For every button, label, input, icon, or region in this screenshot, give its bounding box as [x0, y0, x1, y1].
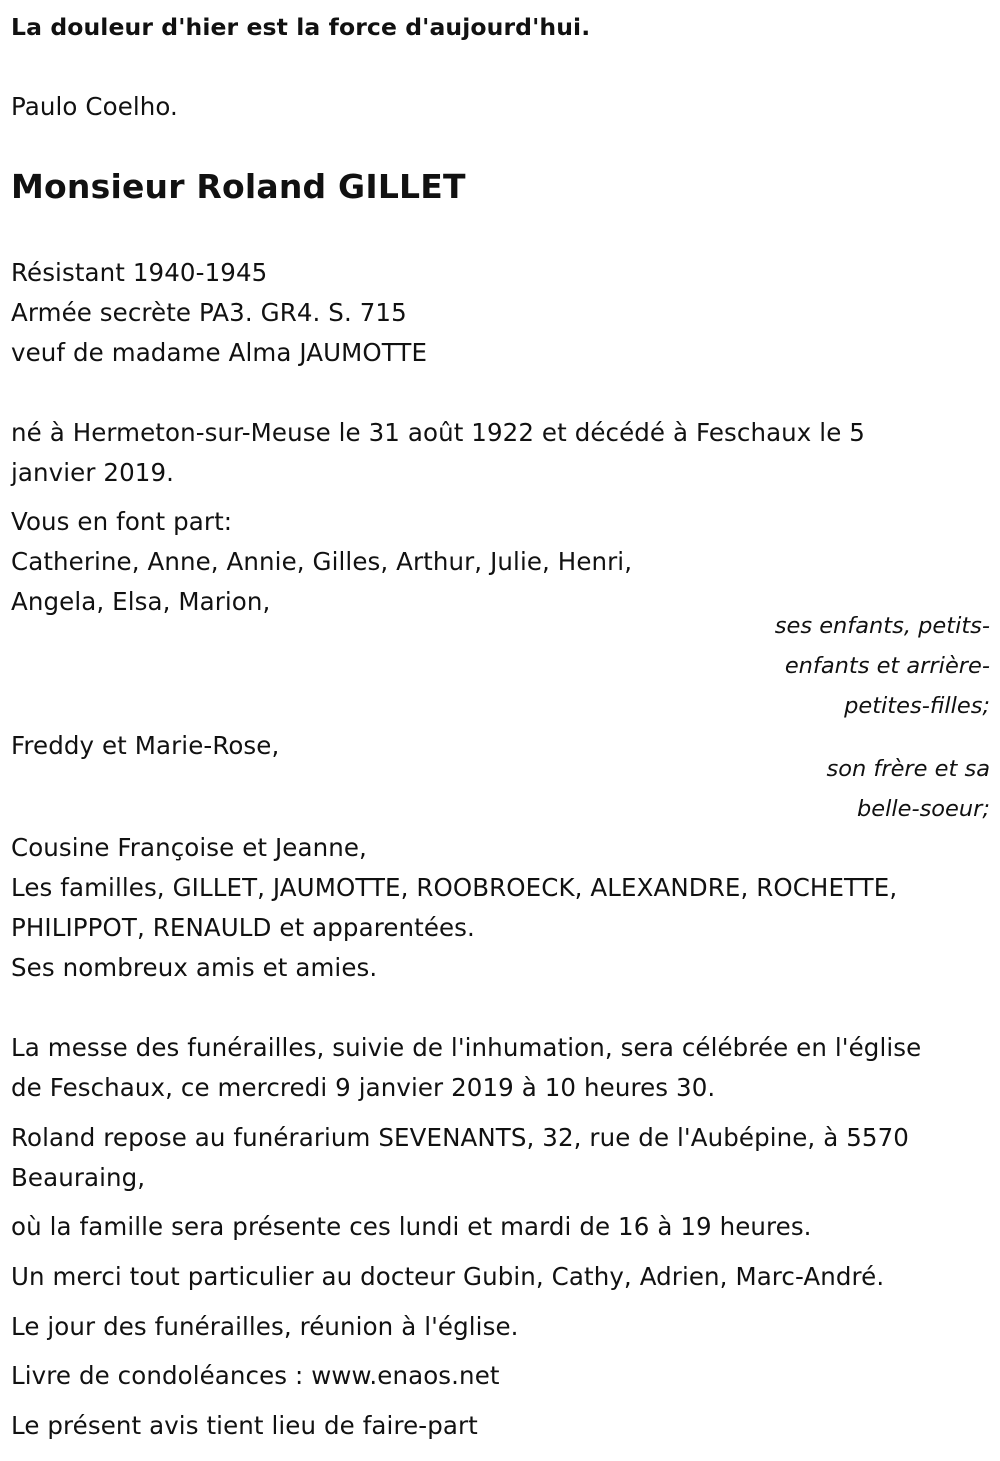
- family-line: PHILIPPOT, RENAULD et apparentées.: [11, 913, 475, 942]
- family-line: Cousine Françoise et Jeanne,: [11, 833, 367, 862]
- funeral-home-line: Beauraing,: [11, 1163, 146, 1192]
- family-line: Freddy et Marie-Rose,: [11, 731, 280, 760]
- family-relation: petites-filles;: [844, 693, 990, 719]
- family-line: Catherine, Anne, Annie, Gilles, Arthur, Julie, Henri,: [11, 547, 633, 576]
- notice-line: Le présent avis tient lieu de faire-part: [11, 1411, 478, 1440]
- birth-death-line: janvier 2019.: [11, 458, 175, 487]
- deceased-detail: Armée secrète PA3. GR4. S. 715: [11, 298, 407, 327]
- service-mass-line: La messe des funérailles, suivie de l'inhumation, sera célébrée en l'église: [11, 1033, 922, 1062]
- quote-author: Paulo Coelho.: [11, 92, 178, 121]
- meeting-line: Le jour des funérailles, réunion à l'église.: [11, 1312, 519, 1341]
- service-mass-line: de Feschaux, ce mercredi 9 janvier 2019 à 10 heures 30.: [11, 1073, 716, 1102]
- quote-text: La douleur d'hier est la force d'aujourd'hui.: [11, 13, 591, 41]
- deceased-detail: veuf de madame Alma JAUMOTTE: [11, 338, 428, 367]
- family-relation: enfants et arrière-: [784, 653, 990, 679]
- deceased-detail: Résistant 1940-1945: [11, 258, 268, 287]
- family-line: Angela, Elsa, Marion,: [11, 587, 271, 616]
- funeral-home-line: Roland repose au funérarium SEVENANTS, 32, rue de l'Aubépine, à 5570: [11, 1123, 909, 1152]
- deceased-name: Monsieur Roland GILLET: [11, 167, 466, 206]
- thanks-line: Un merci tout particulier au docteur Gubin, Cathy, Adrien, Marc-André.: [11, 1262, 885, 1291]
- family-relation: ses enfants, petits-: [774, 613, 990, 639]
- family-relation: son frère et sa: [826, 756, 990, 782]
- family-line: Les familles, GILLET, JAUMOTTE, ROOBROECK, ALEXANDRE, ROCHETTE,: [11, 873, 898, 902]
- birth-death-line: né à Hermeton-sur-Meuse le 31 août 1922 et décédé à Feschaux le 5: [11, 418, 865, 447]
- family-presence: où la famille sera présente ces lundi et mardi de 16 à 19 heures.: [11, 1212, 812, 1241]
- family-relation: belle-soeur;: [856, 796, 990, 822]
- condolences-line: Livre de condoléances : www.enaos.net: [11, 1361, 500, 1390]
- family-line: Ses nombreux amis et amies.: [11, 953, 378, 982]
- announcement-intro: Vous en font part:: [11, 507, 233, 536]
